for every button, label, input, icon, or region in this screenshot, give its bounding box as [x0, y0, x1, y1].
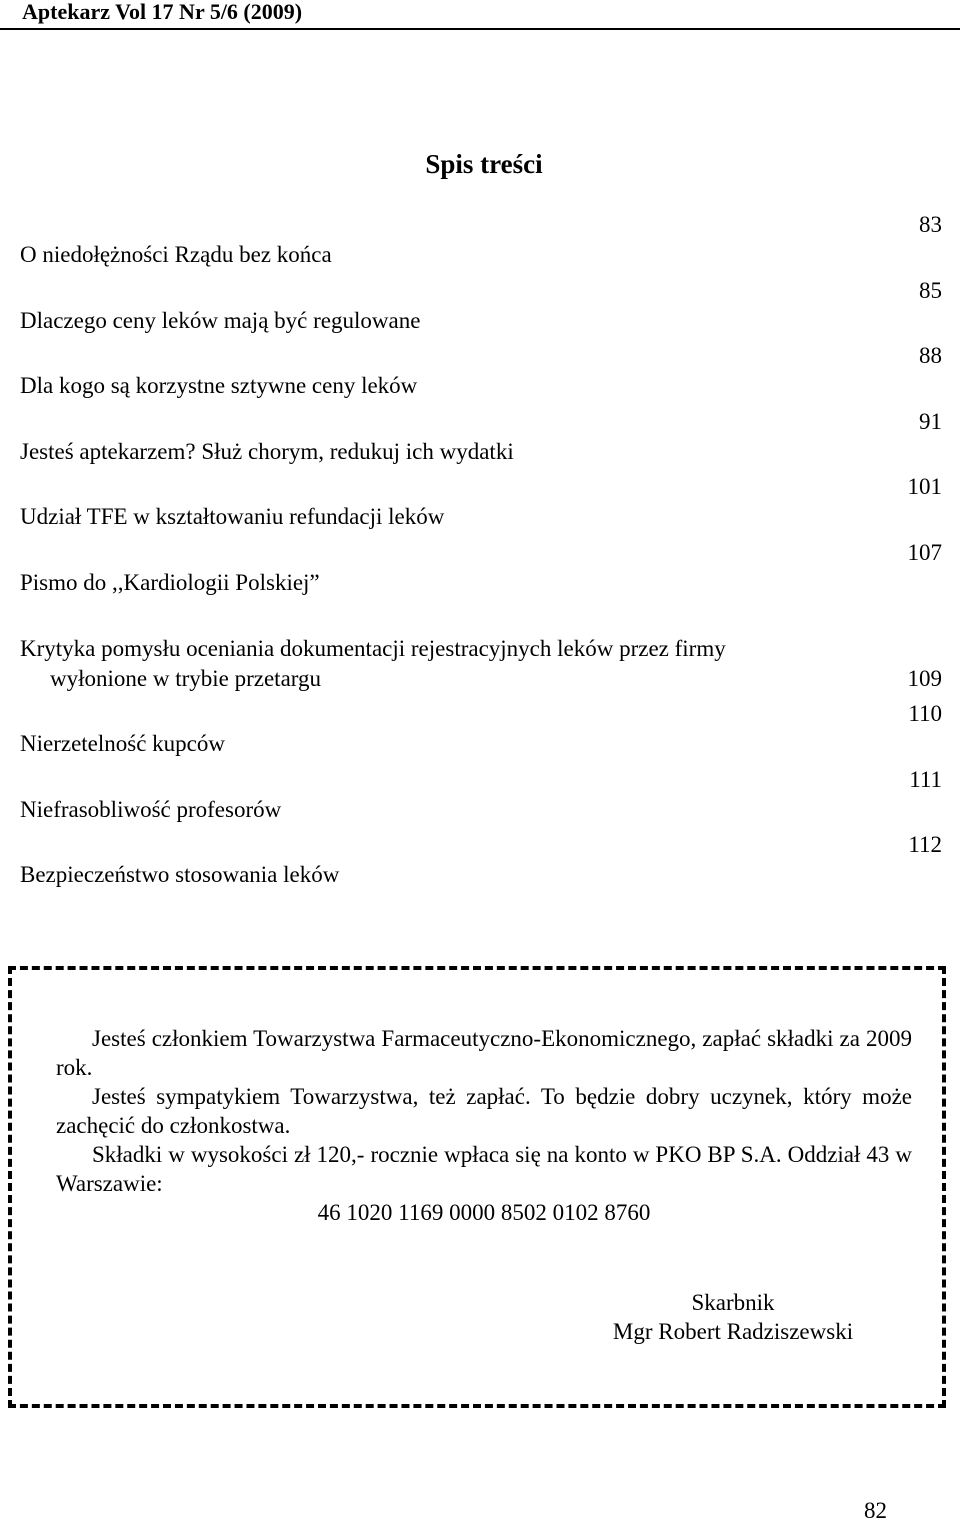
toc-entry-page: 91 [919, 409, 942, 434]
membership-notice-text [56, 1024, 912, 1227]
toc-entry-title: Dlaczego ceny leków mają być regulowane [20, 308, 421, 333]
header-rule [0, 28, 960, 30]
toc-title: Spis treści [425, 149, 543, 179]
toc-entry-title: Bezpieczeństwo stosowania leków [20, 862, 340, 887]
toc-entry-title-continued: wyłonione w trybie przetargu [50, 666, 322, 691]
toc-entry-page: 111 [909, 767, 942, 792]
page-number: 82 [864, 1498, 887, 1523]
signature-block [598, 1288, 868, 1346]
toc-entry-title: Dla kogo są korzystne sztywne ceny leków [20, 373, 418, 398]
toc-entry-title: Krytyka pomysłu oceniania dokumentacji rejestracyjnych leków przez firmy [20, 636, 726, 661]
toc-entry-page: 110 [908, 701, 942, 726]
notice-paragraph-payment: Składki w wysokości zł 120,- rocznie wpłaca się na konto w PKO BP S.A. Oddział 43 w Warszawie: [56, 1142, 912, 1196]
toc-entry-page: 101 [907, 474, 942, 499]
toc-entry-title-block [20, 634, 840, 694]
toc-entry-page: 88 [919, 343, 942, 368]
toc-entry-page: 107 [907, 540, 942, 565]
journal-header: Aptekarz Vol 17 Nr 5/6 (2009) [22, 0, 303, 24]
toc-entry [20, 634, 942, 694]
toc-entry-page: 85 [919, 278, 942, 303]
toc-entry-page: 83 [919, 212, 942, 237]
toc-entry-title: Nierzetelność kupców [20, 731, 226, 756]
bank-account-number: 46 1020 1169 0000 8502 0102 8760 [317, 1200, 651, 1225]
toc-entry-page: 109 [907, 666, 942, 691]
toc-entry-title: Niefrasobliwość profesorów [20, 797, 282, 822]
toc-entry-page: 112 [908, 832, 942, 857]
toc-entry-title: Udział TFE w kształtowaniu refundacji leków [20, 504, 445, 529]
toc-entry-title: Jesteś aptekarzem? Służ chorym, redukuj ich wydatki [20, 439, 514, 464]
toc-entry-title: Pismo do ,,Kardiologii Polskiej” [20, 570, 320, 595]
notice-paragraph-supporters: Jesteś sympatykiem Towarzystwa, też zapłać. To będzie dobry uczynek, który może zachęcić do członkostwa. [56, 1084, 912, 1138]
signature-role: Skarbnik [691, 1290, 775, 1315]
signature-name: Mgr Robert Radziszewski [612, 1319, 854, 1344]
toc-entry-title: O niedołężności Rządu bez końca [20, 242, 332, 267]
notice-paragraph-members: Jesteś członkiem Towarzystwa Farmaceutyczno-Ekonomicznego, zapłać składki za 2009 rok. [56, 1026, 912, 1080]
